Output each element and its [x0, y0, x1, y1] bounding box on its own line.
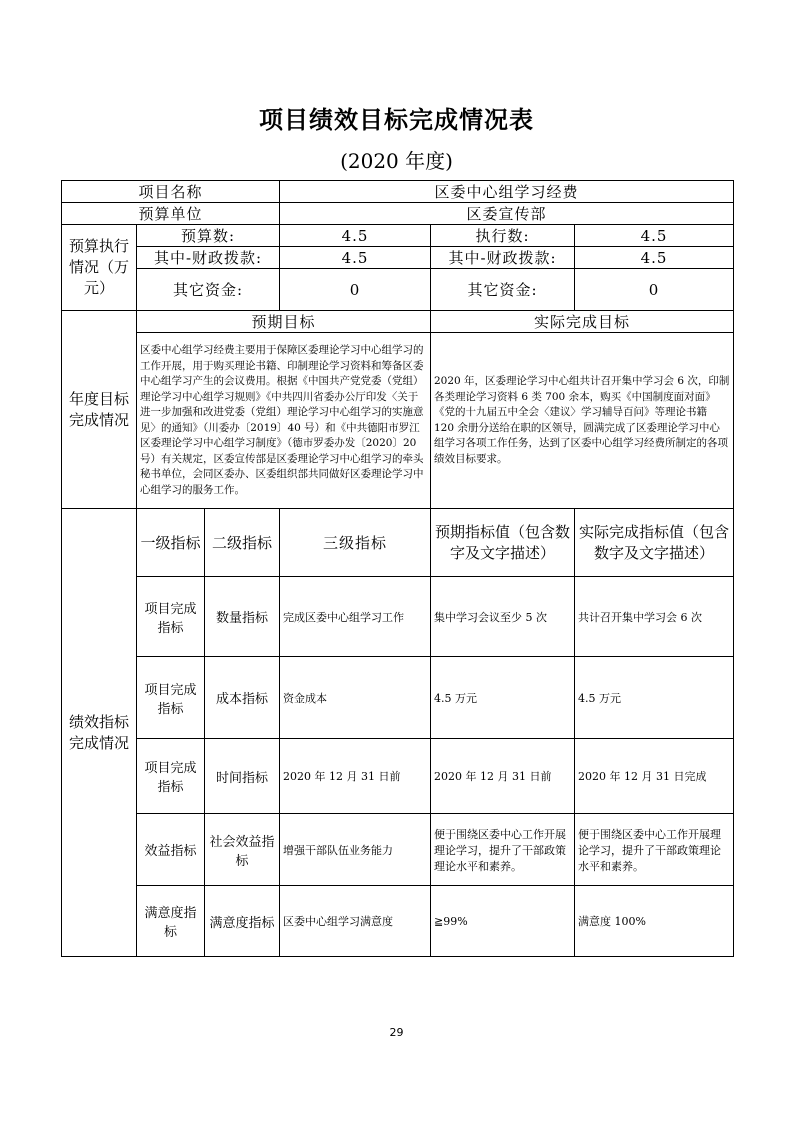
fiscal-budget-label: 其中-财政拨款: — [137, 247, 280, 269]
project-name-value: 区委中心组学习经费 — [280, 181, 734, 203]
table-row — [62, 886, 734, 957]
table-row — [62, 657, 734, 739]
actual-goal-text: 2020 年，区委理论学习中心组共计召开集中学习会 6 次，印制各类理论学习资料 6 类 700 余本，购买《中国制度面对面》《党的十九届五中全会〈建议〉学习辅导百问》等理论书籍 120 余册分送给在职的区领导，圆满完成了区委理论学习中心组学习各项工作任务，达到了区委中心组学习经费所制定的各项绩效目标要求。 — [431, 333, 734, 509]
other-exec-label: 其它资金: — [431, 269, 575, 311]
row-actual: 共计召开集中学习会 6 次 — [575, 577, 734, 657]
row-level1: 效益指标 — [137, 814, 205, 886]
other-budget-label: 其它资金: — [137, 269, 280, 311]
row-actual: 便于围绕区委中心工作开展理论学习，提升了干部政策理论水平和素养。 — [575, 814, 734, 886]
page-subtitle: (2020 年度) — [340, 149, 453, 173]
row-level1: 项目完成指标 — [137, 657, 205, 739]
row-annual-text — [62, 333, 734, 509]
fiscal-exec-label: 其中-财政拨款: — [431, 247, 575, 269]
fiscal-exec-value: 4.5 — [575, 247, 734, 269]
row-expected: ≧99% — [431, 886, 575, 957]
table-row — [62, 739, 734, 814]
row-other-funds — [62, 269, 734, 311]
row-expected: 2020 年 12 月 31 日前 — [431, 739, 575, 814]
budget-num-label: 预算数: — [137, 225, 280, 247]
level2-header: 二级指标 — [205, 509, 280, 577]
level1-header: 一级指标 — [137, 509, 205, 577]
row-level3: 资金成本 — [280, 657, 431, 739]
page-title: 项目绩效目标完成情况表 — [259, 106, 534, 134]
other-budget-value: 0 — [280, 269, 431, 311]
project-name-label: 项目名称 — [62, 181, 280, 203]
row-expected: 4.5 万元 — [431, 657, 575, 739]
actual-value-header: 实际完成指标值（包含数字及文字描述） — [575, 509, 734, 577]
row-level1: 满意度指标 — [137, 886, 205, 957]
performance-table — [61, 180, 734, 957]
row-level2: 社会效益指标 — [205, 814, 280, 886]
row-actual: 满意度 100% — [575, 886, 734, 957]
row-actual: 2020 年 12 月 31 日完成 — [575, 739, 734, 814]
row-level2: 数量指标 — [205, 577, 280, 657]
exec-num-value: 4.5 — [575, 225, 734, 247]
row-level1: 项目完成指标 — [137, 577, 205, 657]
row-level2: 时间指标 — [205, 739, 280, 814]
other-exec-value: 0 — [575, 269, 734, 311]
row-level3: 完成区委中心组学习工作 — [280, 577, 431, 657]
actual-goal-header: 实际完成目标 — [431, 311, 734, 333]
row-perf-headers — [62, 509, 734, 577]
exec-label: 预算执行情况（万元） — [62, 225, 137, 311]
row-project-name — [62, 181, 734, 203]
row-level2: 满意度指标 — [205, 886, 280, 957]
annual-label: 年度目标完成情况 — [62, 311, 137, 509]
level3-header: 三级指标 — [280, 509, 431, 577]
performance-label: 绩效指标完成情况 — [62, 509, 137, 957]
table-row — [62, 814, 734, 886]
row-actual: 4.5 万元 — [575, 657, 734, 739]
table-row — [62, 577, 734, 657]
row-level1: 项目完成指标 — [137, 739, 205, 814]
row-expected: 便于围绕区委中心工作开展理论学习，提升了干部政策理论水平和素养。 — [431, 814, 575, 886]
row-expected: 集中学习会议至少 5 次 — [431, 577, 575, 657]
row-level2: 成本指标 — [205, 657, 280, 739]
page-number: 29 — [389, 1026, 404, 1039]
row-annual-headers — [62, 311, 734, 333]
row-level3: 2020 年 12 月 31 日前 — [280, 739, 431, 814]
expected-value-header: 预期指标值（包含数字及文字描述） — [431, 509, 575, 577]
row-level3: 增强干部队伍业务能力 — [280, 814, 431, 886]
row-budget-unit — [62, 203, 734, 225]
row-fiscal — [62, 247, 734, 269]
row-level3: 区委中心组学习满意度 — [280, 886, 431, 957]
expected-goal-header: 预期目标 — [137, 311, 431, 333]
expected-goal-text: 区委中心组学习经费主要用于保障区委理论学习中心组学习的工作开展，用于购买理论书籍、印制理论学习资料和筹备区委中心组学习产生的会议费用。根据《中国共产党党委（党组）理论学习中心组学习规则》《中共四川省委办公厅印发〈关于进一步加强和改进党委（党组）理论学习中心组学习的实施意见〉的通知》（川委办〔2019〕40 号）和《中共德阳市罗江区委理论学习中心组学习制度》（德市罗委办发〔2020〕20 号）有关规定，区委宣传部是区委理论学习中心组学习的牵头秘书单位，会同区委办、区委组织部共同做好区委理论学习中心组学习的服务工作。 — [137, 333, 431, 509]
row-budget-num — [62, 225, 734, 247]
budget-unit-label: 预算单位 — [62, 203, 280, 225]
budget-num-value: 4.5 — [280, 225, 431, 247]
exec-num-label: 执行数: — [431, 225, 575, 247]
fiscal-budget-value: 4.5 — [280, 247, 431, 269]
budget-unit-value: 区委宣传部 — [280, 203, 734, 225]
